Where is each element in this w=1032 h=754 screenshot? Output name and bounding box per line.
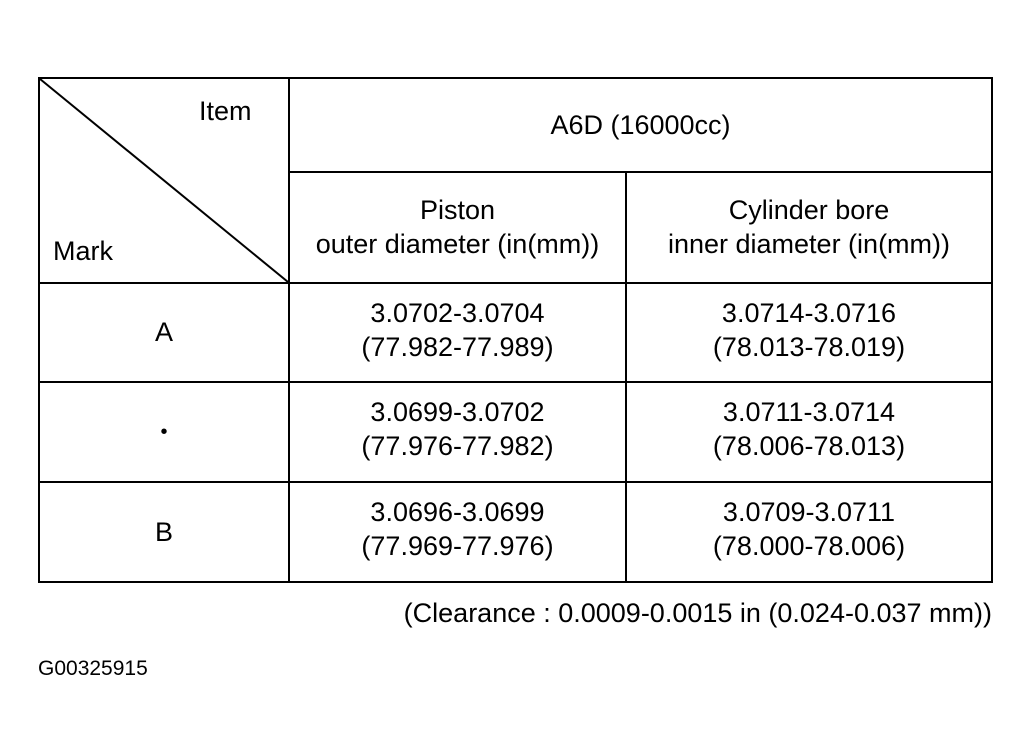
corner-item-label: Item (199, 96, 252, 126)
row-dot-piston-in: 3.0699-3.0702 (370, 397, 545, 427)
corner-mark-label: Mark (53, 236, 113, 266)
row-mark-dot: • (160, 421, 168, 443)
row-mark-a: A (154, 317, 173, 347)
column-header-piston (290, 193, 625, 261)
row-b-piston-cell (290, 495, 625, 563)
row-a-piston-in: 3.0702-3.0704 (370, 298, 545, 328)
clearance-note: (Clearance : 0.0009-0.0015 in (0.024-0.037 mm)) (403, 598, 992, 628)
specification-table (38, 77, 993, 583)
row-dot-piston-mm: (77.976-77.982) (361, 431, 554, 461)
row-b-bore-mm: (78.000-78.006) (712, 531, 906, 561)
row-b-bore-cell (627, 495, 991, 563)
row-a-piston-mm: (77.982-77.989) (361, 332, 554, 362)
row-divider-group-header (290, 171, 991, 173)
column-header-piston-line2: outer diameter (in(mm)) (315, 229, 600, 259)
column-header-bore (627, 193, 991, 261)
row-dot-bore-in: 3.0711-3.0714 (722, 397, 896, 427)
row-mark-b: B (154, 517, 173, 547)
row-a-bore-cell (627, 296, 991, 364)
column-header-piston-line1: Piston (419, 195, 496, 225)
row-dot-piston-cell (290, 395, 625, 463)
row-b-piston-in: 3.0696-3.0699 (370, 497, 545, 527)
row-b-bore-in: 3.0709-3.0711 (722, 497, 896, 527)
row-a-piston-cell (290, 296, 625, 364)
row-dot-bore-mm: (78.006-78.013) (712, 431, 906, 461)
row-dot-bore-cell (627, 395, 991, 463)
figure-code: G00325915 (38, 657, 148, 680)
row-a-bore-in: 3.0714-3.0716 (721, 298, 897, 328)
row-b-piston-mm: (77.969-77.976) (361, 531, 554, 561)
row-a-bore-mm: (78.013-78.019) (712, 332, 906, 362)
group-header-engine: A6D (16000cc) (550, 110, 731, 140)
column-header-bore-line2: inner diameter (in(mm)) (667, 229, 951, 259)
column-header-bore-line1: Cylinder bore (728, 195, 890, 225)
